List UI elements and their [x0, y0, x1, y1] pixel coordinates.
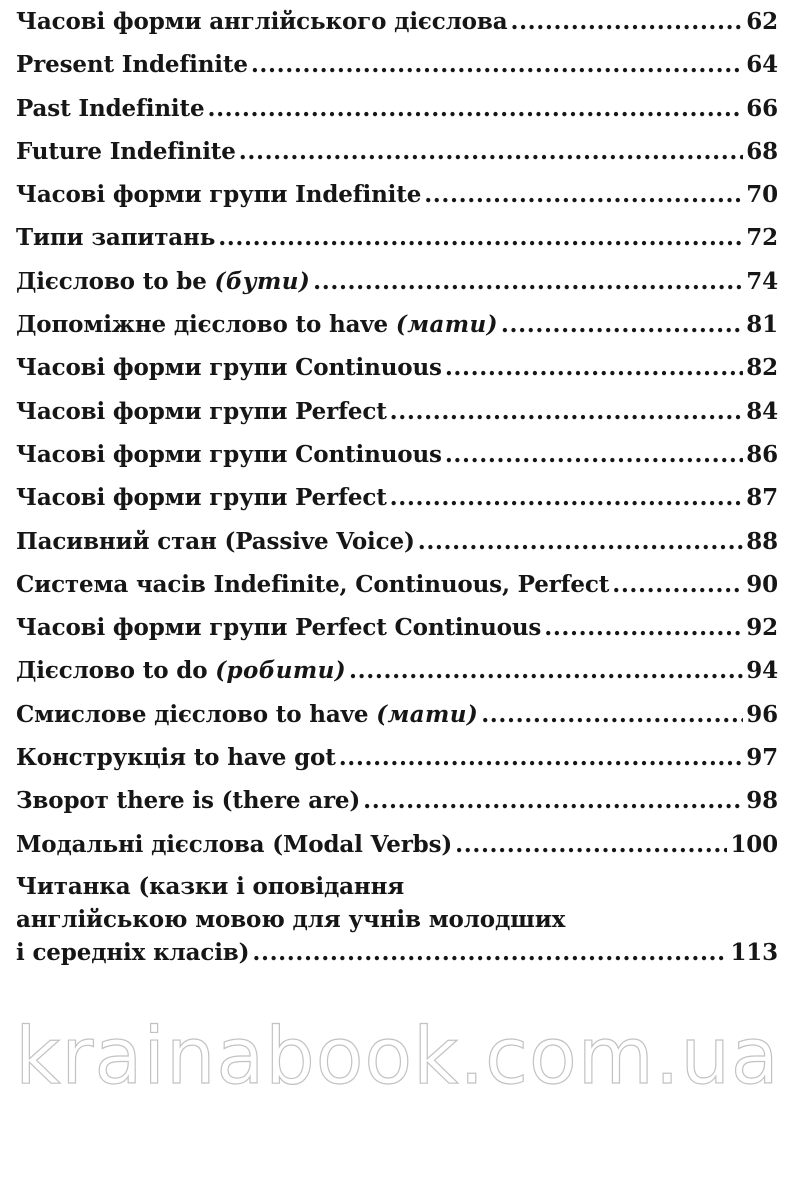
toc-dot-leader — [445, 346, 743, 389]
toc-dot-leader — [349, 649, 743, 692]
toc-entry-page: 64 — [746, 51, 778, 79]
toc-entry-title: Часові форми групи Continuous — [16, 440, 442, 468]
toc-entry — [16, 563, 778, 606]
toc-dot-leader — [313, 260, 743, 303]
toc-dot-leader — [424, 173, 743, 216]
toc-entry-page: 66 — [746, 94, 778, 122]
toc-entry-title: Часові форми групи Perfect Continuous — [16, 614, 542, 642]
toc-entry-title: Зворот there is (there are) — [16, 787, 361, 815]
toc-entry-title: Часові форми англійського дієслова — [16, 8, 508, 35]
toc-dot-leader — [363, 779, 743, 822]
toc-dot-leader — [418, 520, 744, 563]
toc-entry-page: 97 — [746, 744, 778, 772]
toc-dot-leader — [501, 303, 743, 346]
toc-entry-title: Future Indefinite — [16, 137, 236, 165]
toc-entry-title: Типи запитань — [16, 224, 216, 252]
toc-entry-title-text: Допоміжне дієслово to have — [16, 311, 389, 339]
toc-entry — [16, 216, 778, 259]
toc-dot-leader — [339, 736, 744, 779]
toc-entry — [16, 649, 778, 692]
toc-dot-leader — [251, 43, 743, 86]
toc-entry-title: Часові форми групи Indefinite — [16, 181, 422, 209]
toc-entry-page: 82 — [746, 354, 778, 382]
toc-entry-multiline — [16, 866, 778, 969]
toc-entry-title-text: Дієслово to be — [16, 267, 207, 295]
toc-entry-page: 88 — [746, 527, 778, 555]
toc-entry-title-italic: (мати) — [376, 700, 479, 728]
toc-entry — [16, 346, 778, 389]
toc-entry — [16, 476, 778, 519]
toc-dot-leader — [445, 433, 743, 476]
toc-entry-page: 62 — [746, 8, 778, 35]
toc-dot-leader — [455, 823, 727, 866]
toc-entry-title — [16, 649, 346, 692]
toc-entry-title — [16, 260, 310, 303]
toc-entry-page: 74 — [746, 267, 778, 295]
toc-entry — [16, 736, 778, 779]
toc-entry-title-line: англійською мовою для учнів молодших — [16, 905, 566, 933]
toc-entry-page: 70 — [746, 181, 778, 209]
toc-dot-leader — [510, 0, 743, 43]
toc-entry-page: 96 — [746, 700, 778, 728]
toc-entry-page: 94 — [746, 657, 778, 685]
toc-entry-title: Пасивний стан (Passive Voice) — [16, 527, 415, 555]
toc-entry — [16, 260, 778, 303]
toc-entry — [16, 779, 778, 822]
toc-entry-title: Конструкція to have got — [16, 744, 336, 772]
toc-entry-title-italic: (бути) — [214, 267, 311, 295]
toc-entry-page: 68 — [746, 137, 778, 165]
toc-dot-leader — [612, 563, 743, 606]
toc-entry — [16, 303, 778, 346]
toc-entry-page: 81 — [746, 311, 778, 339]
toc-entry-page: 84 — [746, 397, 778, 425]
toc-entry-title-text: Дієслово to do — [16, 657, 208, 685]
toc-entry — [16, 606, 778, 649]
toc-entry — [16, 693, 778, 736]
toc-entry — [16, 0, 778, 43]
toc-entry — [16, 130, 778, 173]
toc-dot-leader — [390, 390, 744, 433]
toc-entry-title: Часові форми групи Perfect — [16, 397, 387, 425]
toc-entry-page: 113 — [730, 938, 778, 966]
toc-entry-title-text: Смислове дієслово to have — [16, 700, 369, 728]
toc-dot-leader — [252, 936, 727, 969]
toc-entry-title — [16, 303, 498, 346]
toc-entry-title: Past Indefinite — [16, 94, 205, 122]
toc-dot-leader — [239, 130, 744, 173]
toc-dot-leader — [207, 87, 743, 130]
toc-dot-leader — [390, 476, 744, 519]
toc-dot-leader — [218, 216, 743, 259]
toc-entry-page: 86 — [746, 440, 778, 468]
toc-entry — [16, 520, 778, 563]
toc-entry-title — [16, 693, 478, 736]
toc-entry-page: 98 — [746, 787, 778, 815]
toc-entry-title: Система часів Indefinite, Continuous, Perfect — [16, 570, 610, 598]
toc-entry-title-italic: (робити) — [215, 657, 347, 685]
toc-entry — [16, 173, 778, 216]
toc-entry-title: Present Indefinite — [16, 51, 248, 79]
toc-dot-leader — [481, 693, 743, 736]
toc-entry-page: 90 — [746, 570, 778, 598]
toc-entry-page: 72 — [746, 224, 778, 252]
toc-entry-last-line — [16, 936, 778, 969]
toc-entry-title-line: і середніх класів) — [16, 938, 250, 966]
toc-entry-page: 87 — [746, 484, 778, 512]
toc-entry-title-line: Читанка (казки і оповідання — [16, 872, 405, 900]
toc-entry-page: 92 — [746, 614, 778, 642]
toc-entry — [16, 43, 778, 86]
toc-entry-title: Часові форми групи Perfect — [16, 484, 387, 512]
toc-entry — [16, 87, 778, 130]
toc-entry — [16, 433, 778, 476]
toc-dot-leader — [544, 606, 743, 649]
table-of-contents — [16, 0, 778, 969]
toc-entry-title: Модальні дієслова (Modal Verbs) — [16, 830, 453, 858]
toc-entry — [16, 823, 778, 866]
toc-entry — [16, 390, 778, 433]
toc-entry-page: 100 — [730, 830, 778, 858]
toc-entry-title-italic: (мати) — [395, 311, 498, 339]
toc-entry-title: Часові форми групи Continuous — [16, 354, 442, 382]
watermark: krainabook.com.ua — [15, 1012, 780, 1102]
